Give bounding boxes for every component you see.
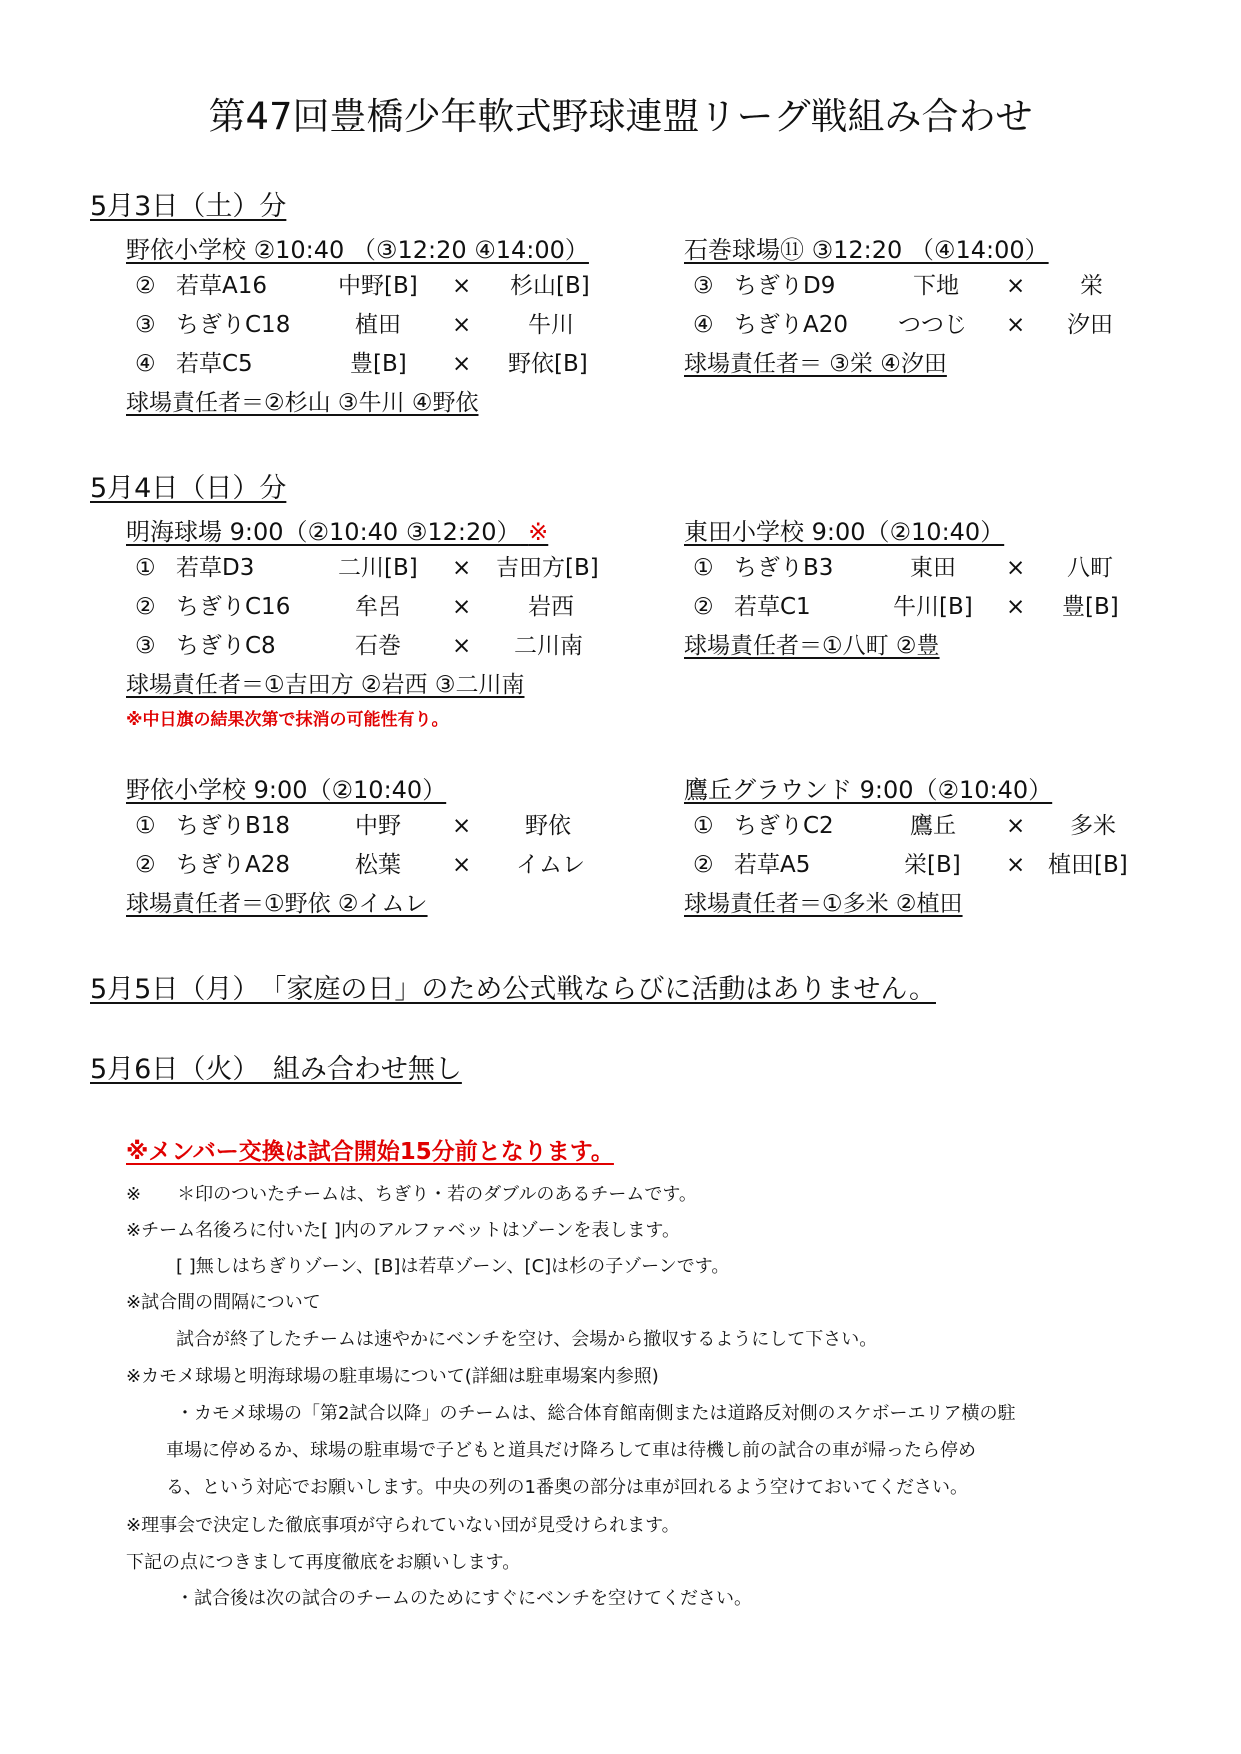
date-heading-may6: 5月6日（火） 組み合わせ無し: [90, 1054, 462, 1085]
versus-mark: ×: [452, 351, 472, 377]
game-row: [0, 635, 1241, 663]
versus-mark: ×: [452, 852, 472, 878]
away-team: 植田[B]: [1048, 852, 1128, 878]
home-team: 二川[B]: [338, 555, 418, 581]
game-number: ③: [135, 633, 156, 659]
game-code: ちぎりC18: [176, 312, 291, 338]
note-line: ・試合後は次の試合のチームのためにすぐにベンチを空けてください。: [176, 1588, 752, 1609]
note-line: ※カモメ球場と明海球場の駐車場について(詳細は駐車場案内参照): [126, 1366, 659, 1387]
game-row: [0, 275, 1241, 303]
date-heading-may5: 5月5日（月） 「家庭の日」のため公式戦ならびに活動はありません。: [90, 974, 936, 1005]
note-line: 試合が終了したチームは速やかにベンチを空け、会場から撤収するようにして下さい。: [176, 1329, 878, 1350]
away-team: 二川南: [514, 633, 583, 659]
away-team: 八町: [1067, 555, 1113, 581]
game-code: 若草D3: [176, 555, 255, 581]
note-line: [ ]無しはちぎりゾーン、[B]は若草ゾーン、[C]は杉の子ゾーンです。: [176, 1256, 730, 1277]
venue-header: 野依小学校 9:00（②10:40）: [126, 776, 447, 804]
note-line: 下記の点につきまして再度徹底をお願いします。: [126, 1552, 521, 1573]
home-team: 石巻: [355, 633, 401, 659]
versus-mark: ×: [1006, 813, 1026, 839]
away-team: 野依[B]: [508, 351, 588, 377]
note-line: る、という対応でお願いします。中央の列の1番奥の部分は車が回れるよう空けておいてください。: [166, 1477, 969, 1498]
venue-header: 野依小学校 ②10:40 （③12:20 ④14:00）: [126, 236, 589, 264]
versus-mark: ×: [1006, 594, 1026, 620]
versus-mark: ×: [1006, 555, 1026, 581]
field-manager: 球場責任者＝①多米 ②植田: [684, 891, 963, 917]
note-line: ※試合間の間隔について: [126, 1292, 321, 1313]
game-code: ちぎりD9: [734, 273, 836, 299]
venue-header-text: 明海球場 9:00（②10:40 ③12:20）: [126, 518, 521, 546]
game-code: ちぎりC2: [734, 813, 834, 839]
versus-mark: ×: [1006, 852, 1026, 878]
game-number: ①: [135, 813, 156, 839]
game-number: ①: [135, 555, 156, 581]
home-team: 鷹丘: [910, 813, 956, 839]
game-code: ちぎりA20: [734, 312, 849, 338]
date-heading-may4: 5月4日（日）分: [90, 473, 287, 504]
away-team: 岩西: [528, 594, 574, 620]
game-number: ②: [135, 852, 156, 878]
home-team: 植田: [355, 312, 401, 338]
note-line: ※チーム名後ろに付いた[ ]内のアルファベットはゾーンを表します。: [126, 1220, 680, 1241]
note-line: ・カモメ球場の「第2試合以降」のチームは、総合体育館南側または道路反対側のスケボーエリア横の駐: [176, 1403, 1016, 1424]
venue-header: 石巻球場⑪ ③12:20 （④14:00）: [684, 236, 1049, 264]
home-team: 牛川[B]: [893, 594, 973, 620]
game-number: ②: [135, 273, 156, 299]
away-team: 野依: [525, 813, 571, 839]
home-team: 東田: [910, 555, 956, 581]
game-code: ちぎりB18: [176, 813, 291, 839]
field-manager: 球場責任者＝①八町 ②豊: [684, 633, 940, 659]
versus-mark: ×: [452, 555, 472, 581]
away-team: イムレ: [516, 852, 585, 878]
home-team: 中野: [355, 813, 401, 839]
game-row: [0, 854, 1241, 882]
game-code: 若草C5: [176, 351, 253, 377]
field-manager: 球場責任者＝ ③栄 ④汐田: [684, 351, 947, 377]
field-manager: 球場責任者＝①吉田方 ②岩西 ③二川南: [126, 672, 525, 698]
away-team: 多米: [1070, 813, 1116, 839]
game-number: ③: [135, 312, 156, 338]
away-team: 吉田方[B]: [496, 555, 599, 581]
game-row: [0, 815, 1241, 843]
field-manager: 球場責任者＝①野依 ②イムレ: [126, 891, 428, 917]
home-team: つつじ: [898, 312, 967, 338]
away-team: 豊[B]: [1062, 594, 1119, 620]
game-code: ちぎりC16: [176, 594, 291, 620]
versus-mark: ×: [452, 813, 472, 839]
versus-mark: ×: [452, 312, 472, 338]
home-team: 松葉: [355, 852, 401, 878]
home-team: 牟呂: [355, 594, 401, 620]
game-code: ちぎりC8: [176, 633, 276, 659]
note-line: ※ ＊印のついたチームは、ちぎり・若のダブルのあるチームです。: [126, 1184, 697, 1205]
away-team: 汐田: [1067, 312, 1113, 338]
game-row: [0, 557, 1241, 585]
field-manager: 球場責任者＝②杉山 ③牛川 ④野依: [126, 390, 479, 416]
versus-mark: ×: [452, 594, 472, 620]
home-team: 栄[B]: [904, 852, 961, 878]
cancel-warning: ※中日旗の結果次第で抹消の可能性有り。: [126, 710, 449, 730]
versus-mark: ×: [452, 273, 472, 299]
home-team: 豊[B]: [350, 351, 407, 377]
game-code: 若草A16: [176, 273, 268, 299]
game-number: ④: [135, 351, 156, 377]
game-number: ③: [693, 273, 714, 299]
game-code: ちぎりB3: [734, 555, 834, 581]
game-number: ②: [693, 852, 714, 878]
venue-header: 鷹丘グラウンド 9:00（②10:40）: [684, 776, 1053, 804]
game-code: ちぎりA28: [176, 852, 291, 878]
game-code: 若草C1: [734, 594, 811, 620]
game-number: ①: [693, 555, 714, 581]
warning-mark: ※: [528, 518, 549, 546]
home-team: 下地: [913, 273, 959, 299]
page-title: 第47回豊橋少年軟式野球連盟リーグ戦組み合わせ: [208, 95, 1033, 138]
away-team: 栄: [1080, 273, 1103, 299]
member-exchange-notice: ※メンバー交換は試合開始15分前となります。: [126, 1139, 614, 1165]
game-number: ②: [693, 594, 714, 620]
venue-header: [126, 520, 548, 544]
away-team: 杉山[B]: [510, 273, 590, 299]
versus-mark: ×: [452, 633, 472, 659]
note-line: ※理事会で決定した徹底事項が守られていない団が見受けられます。: [126, 1515, 680, 1536]
game-row: [0, 596, 1241, 624]
note-line: 車場に停めるか、球場の駐車場で子どもと道具だけ降ろして車は待機し前の試合の車が帰ったら停め: [166, 1440, 976, 1461]
game-row: [0, 353, 1241, 381]
game-number: ②: [135, 594, 156, 620]
home-team: 中野[B]: [338, 273, 418, 299]
versus-mark: ×: [1006, 273, 1026, 299]
game-number: ①: [693, 813, 714, 839]
versus-mark: ×: [1006, 312, 1026, 338]
away-team: 牛川: [528, 312, 574, 338]
game-number: ④: [693, 312, 714, 338]
game-row: [0, 314, 1241, 342]
date-heading-may3: 5月3日（土）分: [90, 191, 287, 222]
venue-header: 東田小学校 9:00（②10:40）: [684, 518, 1005, 546]
game-code: 若草A5: [734, 852, 811, 878]
